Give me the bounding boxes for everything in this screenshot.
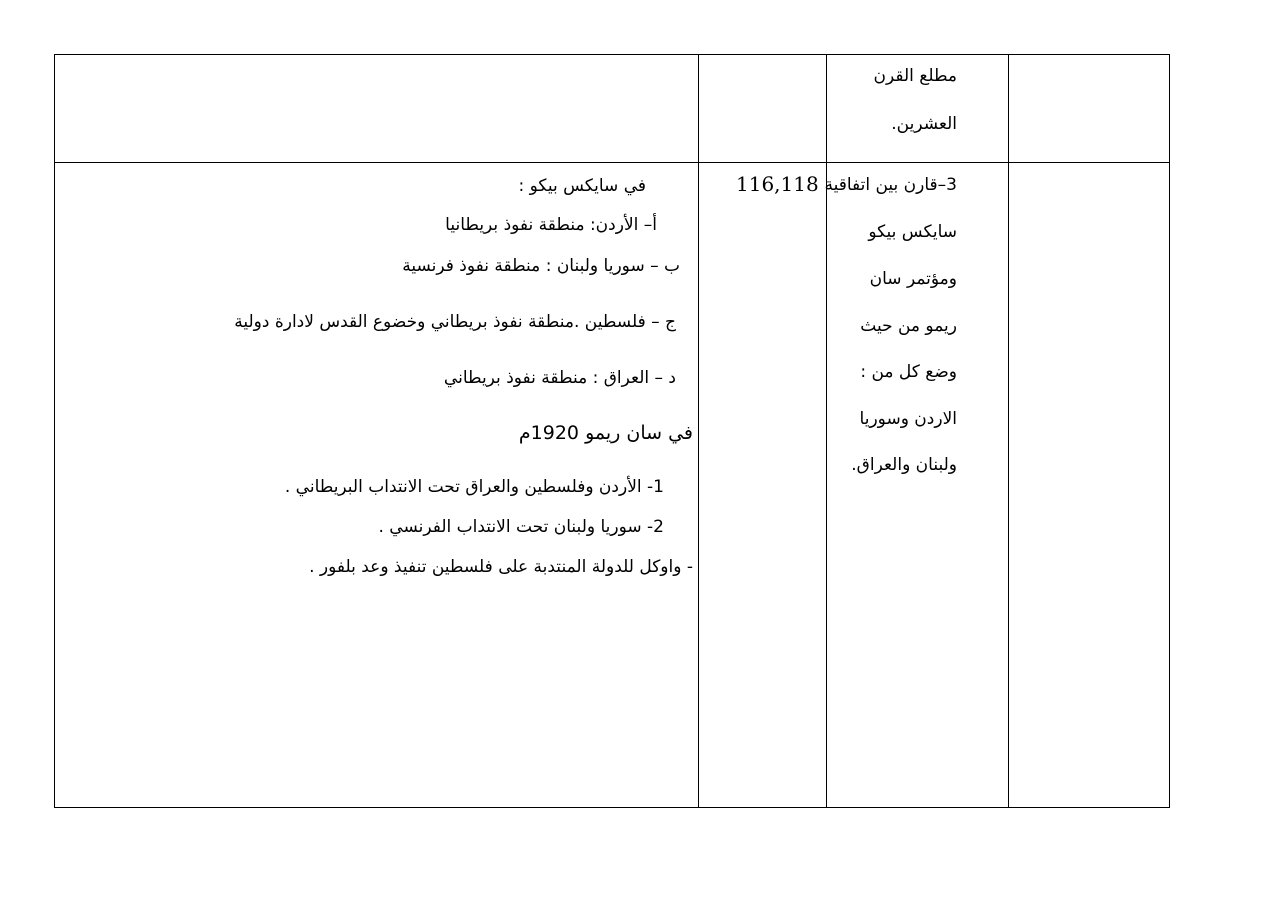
page-numbers: 116,118 [736,172,819,196]
content-line: 1- الأردن وفلسطين والعراق تحت الانتداب البريطاني . [284,477,664,497]
objective-text: وضع كل من : [860,362,957,382]
content-line: في سان ريمو 1920م [518,422,693,444]
objective-text: ومؤتمر سان [869,269,957,289]
objective-text: مطلع القرن [873,66,957,86]
content-line: د – العراق : منطقة نفوذ بريطاني [443,368,676,388]
column-divider [698,55,699,807]
row-divider [55,162,1169,163]
content-line: ج – فلسطين .منطقة نفوذ بريطاني وخضوع القدس لادارة دولية [234,312,676,332]
objective-text: الاردن وسوريا [859,409,957,429]
objective-text: العشرين. [891,114,957,134]
column-divider [826,55,827,807]
objective-text: ريمو من حيث [860,316,957,336]
content-line: - واوكل للدولة المنتدبة على فلسطين تنفيذ وعد بلفور . [309,557,693,577]
objective-text: ولبنان والعراق. [851,455,957,475]
objective-text: 3–قارن بين اتفاقية [824,175,957,195]
content-line: ب – سوريا ولبنان : منطقة نفوذ فرنسية [402,256,680,276]
objective-text: سايكس بيكو [868,222,957,242]
content-line: 2- سوريا ولبنان تحت الانتداب الفرنسي . [378,517,664,537]
column-divider [1008,55,1009,807]
content-line: أ– الأردن: منطقة نفوذ بريطانيا [445,215,657,235]
content-line: في سايكس بيكو : [518,176,646,196]
